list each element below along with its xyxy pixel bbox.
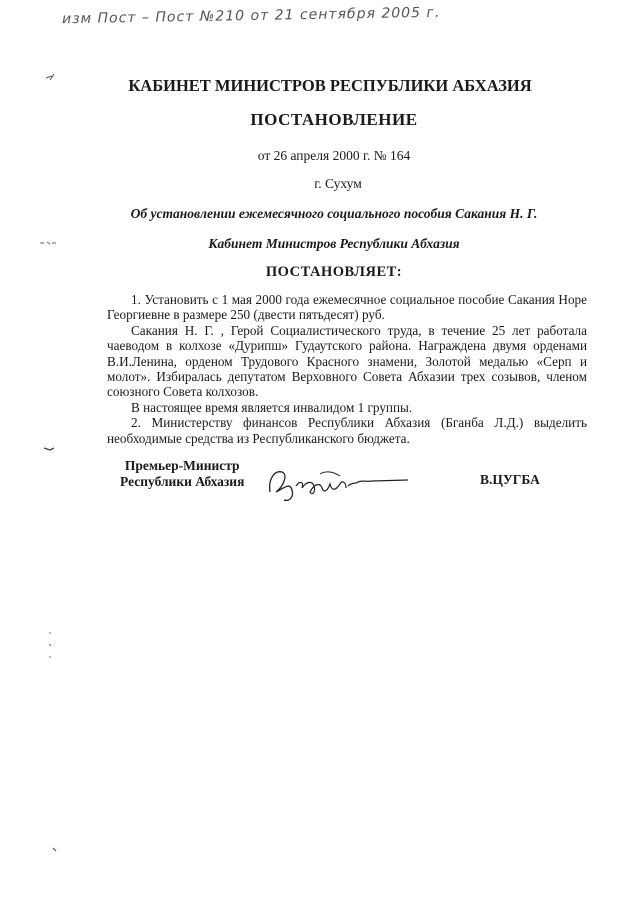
paragraph-2: Сакания Н. Г. , Герой Социалистического труда, в течение 25 лет работала чаеводом в колхозе «Дурипш» Гудаутского района. Награждена двумя орденами В.И.Ленина, орденом Трудового Красного знамени, Золотой медалью «Серп и молот». Избиралась депутатом Верховного Совета Абхазии трех созывов, членом союзного Совета колхозов. <box>107 322 587 400</box>
document-subject: Об установлении ежемесячного социального пособия Сакания Н. Г. <box>130 206 538 221</box>
scan-artifact-mark <box>46 630 54 660</box>
scan-artifact-mark <box>50 845 60 855</box>
paragraph-4: 2. Министерству финансов Республики Абхазия (Бганба Л.Д.) выделить необходимые средства из Республиканского бюджета. <box>107 415 587 446</box>
signatory-name: В.ЦУГБА <box>480 472 540 487</box>
handwritten-signature <box>262 462 412 504</box>
signatory-title <box>120 458 244 490</box>
scan-artifact-mark <box>44 72 58 84</box>
signature-block <box>0 458 640 508</box>
scan-artifact-mark <box>42 444 56 454</box>
paragraph-1: 1. Установить с 1 мая 2000 года ежемесячное социальное пособие Сакания Норе Георгиевне в размере 250 (двести пятьдесят) руб. <box>107 292 587 323</box>
organization-heading: КАБИНЕТ МИНИСТРОВ РЕСПУБЛИКИ АБХАЗИЯ <box>128 76 532 95</box>
document-issuer: Кабинет Министров Республики Абхазия <box>208 236 460 251</box>
signatory-title-line-2: Республики Абхазия <box>120 474 245 489</box>
document-body <box>107 292 587 446</box>
document-date-number: от 26 апреля 2000 г. № 164 <box>257 148 411 163</box>
paragraph-3: В настоящее время является инвалидом 1 группы. <box>131 399 413 415</box>
signatory-title-line-1: Премьер-Министр <box>124 458 240 473</box>
document-type-heading: ПОСТАНОВЛЕНИЕ <box>250 110 418 129</box>
scan-artifact-mark <box>38 238 58 248</box>
decree-word: ПОСТАНОВЛЯЕТ: <box>265 264 403 280</box>
document-city: г. Сухум <box>314 176 362 191</box>
handwritten-note: изм Пост – Пост №210 от 21 сентября 2005 г. <box>61 4 441 28</box>
